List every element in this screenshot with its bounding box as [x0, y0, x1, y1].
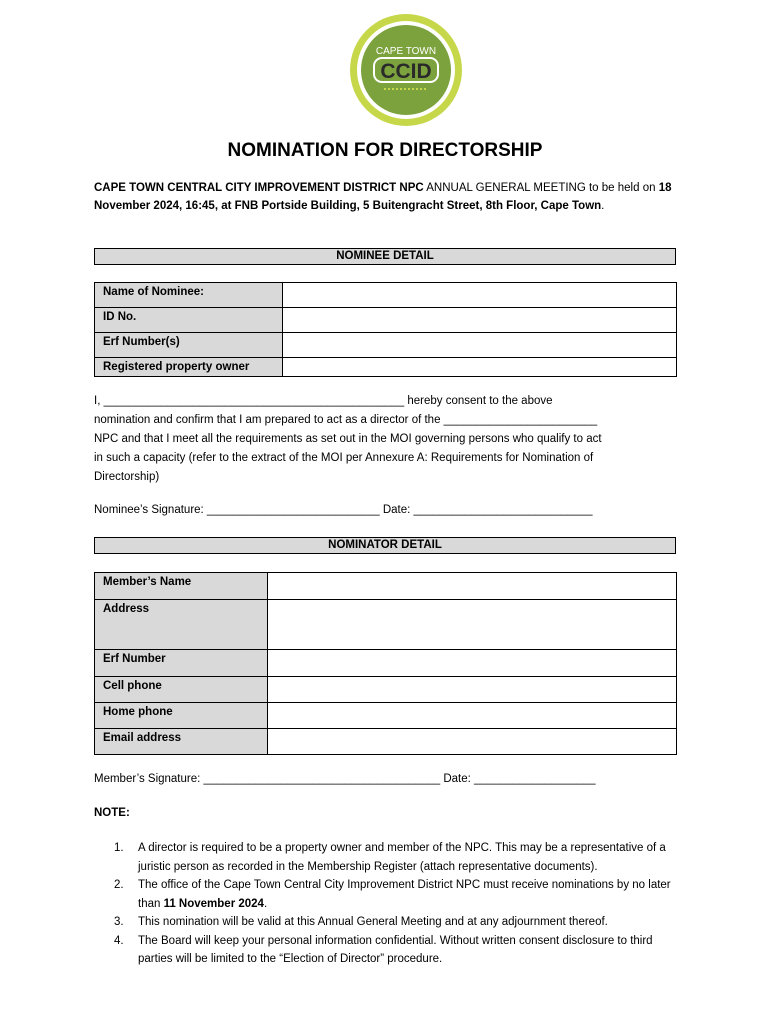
- nominee-name-field[interactable]: [283, 283, 677, 308]
- nominee-row-id: [95, 308, 677, 333]
- intro-end: .: [601, 199, 605, 212]
- nominator-row-address: [95, 600, 677, 650]
- address-field[interactable]: [268, 600, 677, 650]
- cell-phone-label: Cell phone: [95, 677, 268, 703]
- consent-line: NPC and that I meet all the requirements as set out in the MOI governing persons who qualify to act: [94, 433, 602, 445]
- note-text: The office of the Cape Town Central City Improvement District NPC must receive nominations by no later than: [138, 879, 671, 910]
- consent-line: I, _______________________________________________ hereby consent to the above: [94, 395, 553, 407]
- nominee-row-name: [95, 283, 677, 308]
- nominee-row-owner: [95, 358, 677, 377]
- note-item: [94, 913, 684, 932]
- email-address-field[interactable]: [268, 729, 677, 755]
- note-item: [94, 876, 684, 913]
- logo-text-top: CAPE TOWN: [375, 46, 437, 57]
- nominator-row-cell: [95, 677, 677, 703]
- nominator-row-erf: [95, 650, 677, 677]
- intro-details: 18 November 2024, 16:45, at FNB Portside Building, 5 Buitengracht Street, 8th Floor, Cape Town: [94, 182, 672, 212]
- consent-line: Directorship): [94, 471, 160, 483]
- nominee-table: [94, 282, 677, 377]
- page-title: NOMINATION FOR DIRECTORSHIP: [227, 140, 543, 161]
- logo-text-main: CCID: [380, 60, 432, 83]
- nominator-row-email: [95, 729, 677, 755]
- note-item: [94, 932, 684, 969]
- email-address-label: Email address: [95, 729, 268, 755]
- cell-phone-field[interactable]: [268, 677, 677, 703]
- consent-line: in such a capacity (refer to the extract of the MOI per Annexure A: Requirements for Nomination of: [94, 452, 594, 464]
- cape-town-ccid-logo: [348, 12, 464, 128]
- note-text: A director is required to be a property owner and member of the NPC. This may be a representative of a juristic person as recorded in the Membership Register (attach representative documents).: [138, 842, 666, 873]
- notes-list: [94, 839, 684, 969]
- nominee-row-erf: [95, 333, 677, 358]
- note-text: This nomination will be valid at this Annual General Meeting and at any adjournment thereof.: [138, 916, 608, 928]
- nominator-row-home: [95, 703, 677, 729]
- consent-paragraph: [94, 392, 679, 487]
- member-name-label: Member’s Name: [95, 573, 268, 600]
- home-phone-label: Home phone: [95, 703, 268, 729]
- consent-line: nomination and confirm that I am prepared to act as a director of the ________________________: [94, 414, 598, 426]
- member-name-field[interactable]: [268, 573, 677, 600]
- nominee-owner-field[interactable]: [283, 358, 677, 377]
- nominee-id-label: ID No.: [95, 308, 283, 333]
- note-text: The Board will keep your personal information confidential. Without written consent disclosure to third parties will be limited to the “Election of Director” procedure.: [138, 934, 653, 965]
- nominee-erf-label: Erf Number(s): [95, 333, 283, 358]
- member-signature-line[interactable]: Member’s Signature: _____________________________________ Date: ___________________: [94, 773, 596, 785]
- nominee-detail-header: NOMINEE DETAIL: [94, 248, 676, 265]
- nominator-table: [94, 572, 677, 755]
- intro-org: CAPE TOWN CENTRAL CITY IMPROVEMENT DISTRICT NPC: [94, 182, 424, 194]
- address-label: Address: [95, 600, 268, 650]
- note-text-end: .: [263, 897, 268, 910]
- nominee-erf-field[interactable]: [283, 333, 677, 358]
- note-deadline: 11 November 2024: [163, 897, 264, 910]
- note-heading: NOTE:: [94, 807, 130, 819]
- intro-text: ANNUAL GENERAL MEETING to be held on: [423, 182, 659, 194]
- nominee-signature-line[interactable]: Nominee’s Signature: ___________________________ Date: ____________________________: [94, 504, 593, 516]
- home-phone-field[interactable]: [268, 703, 677, 729]
- note-number: 3.: [114, 916, 124, 928]
- erf-number-field[interactable]: [268, 650, 677, 677]
- nominee-id-field[interactable]: [283, 308, 677, 333]
- note-number: 4.: [114, 934, 124, 947]
- nominee-owner-label: Registered property owner: [95, 358, 283, 377]
- nominator-detail-header: NOMINATOR DETAIL: [94, 537, 676, 554]
- erf-number-label: Erf Number: [95, 650, 268, 677]
- note-number: 1.: [114, 842, 124, 854]
- intro-paragraph: [94, 180, 679, 215]
- nominator-row-name: [95, 573, 677, 600]
- nominee-name-label: Name of Nominee:: [95, 283, 283, 308]
- note-item: [94, 839, 684, 876]
- note-number: 2.: [114, 879, 124, 891]
